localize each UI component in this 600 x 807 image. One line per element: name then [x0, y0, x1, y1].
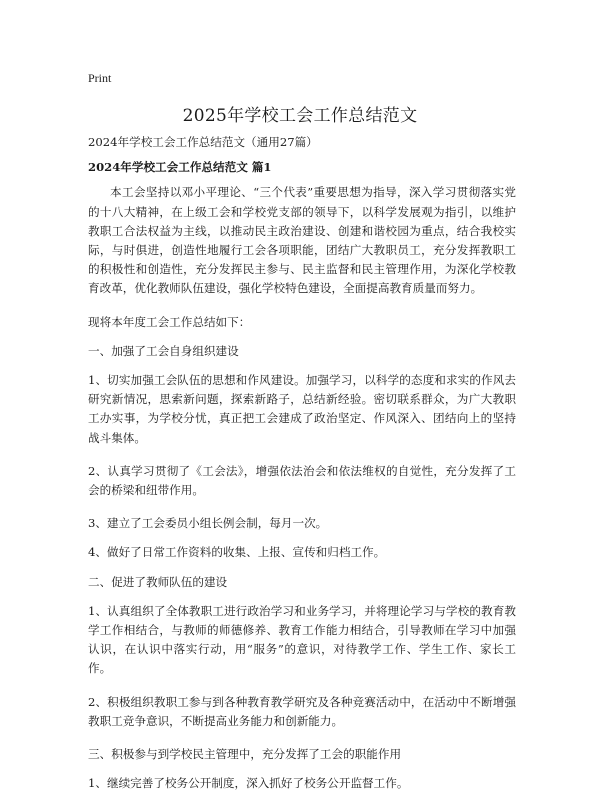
print-link[interactable]: Print: [88, 71, 112, 85]
page-title: 2025年学校工会工作总结范文: [182, 106, 418, 126]
section-title: 2024年学校工会工作总结范文 篇1: [88, 160, 272, 175]
paragraph: 2、积极组织教职工参与到各种教育教学研究及各种竞赛活动中，在活动中不断增强教职工竞争意识，不断提高业务能力和创新能力。: [88, 694, 516, 728]
document-subtitle: 2024年学校工会工作总结范文（通用27篇）: [88, 135, 318, 149]
paragraph: 1、认真组织了全体教职工进行政治学习和业务学习，并将理论学习与学校的教育教学工作相结合，与教师的师德修养、教育工作能力相结合，引导教师在学习中加强认识，在认识中落实行动，用“服务”的意识，对待教学工作、学生工作、家长工作。: [88, 603, 516, 676]
paragraph: 3、建立了工会委员小组长例会制，每月一次。: [88, 516, 328, 531]
paragraph: 1、继续完善了校务公开制度，深入抓好了校务公开监督工作。: [88, 776, 409, 791]
document-body: [88, 133, 516, 807]
paragraph: 现将本年度工会工作总结如下：: [88, 314, 251, 329]
paragraph: 本工会坚持以邓小平理论、“三个代表”重要思想为指导，深入学习贯彻落实党的十八大精神，在上级工会和学校党支部的领导下，以科学发展观为指引，以维护教职工合法权益为主线，以推动民主政治建设、创建和谐校园为重点，结合我校实际，与时俱进，创造性地履行工会各项职能，团结广大教职员工，充分发挥教职工的积极性和创造性，充分发挥民主参与、民主监督和民主管理作用，为深化学校教育改革，优化教师队伍建设，强化学校特色建设，全面提高教育质量而努力。: [88, 185, 516, 296]
section-heading: 二、促进了教师队伍的建设: [88, 574, 228, 589]
section-heading: 一、加强了工会自身组织建设: [88, 343, 239, 358]
paragraph: 1、切实加强工会队伍的思想和作风建设。加强学习，以科学的态度和求实的作风去研究新情况，思索新问题，探索新路子，总结新经验。密切联系群众，为广大教职工办实事，为学校分忧，真正把工会建成了政治坚定、作风深入、团结向上的坚持战斗集体。: [88, 373, 516, 445]
section-heading: 三、积极参与到学校民主管理中，充分发挥了工会的职能作用: [88, 747, 402, 762]
paragraph: 2、认真学习贯彻了《工会法》，增强依法治会和依法维权的自觉性，充分发挥了工会的桥梁和纽带作用。: [88, 463, 516, 498]
paragraph: 4、做好了日常工作资料的收集、上报、宣传和归档工作。: [88, 545, 386, 560]
